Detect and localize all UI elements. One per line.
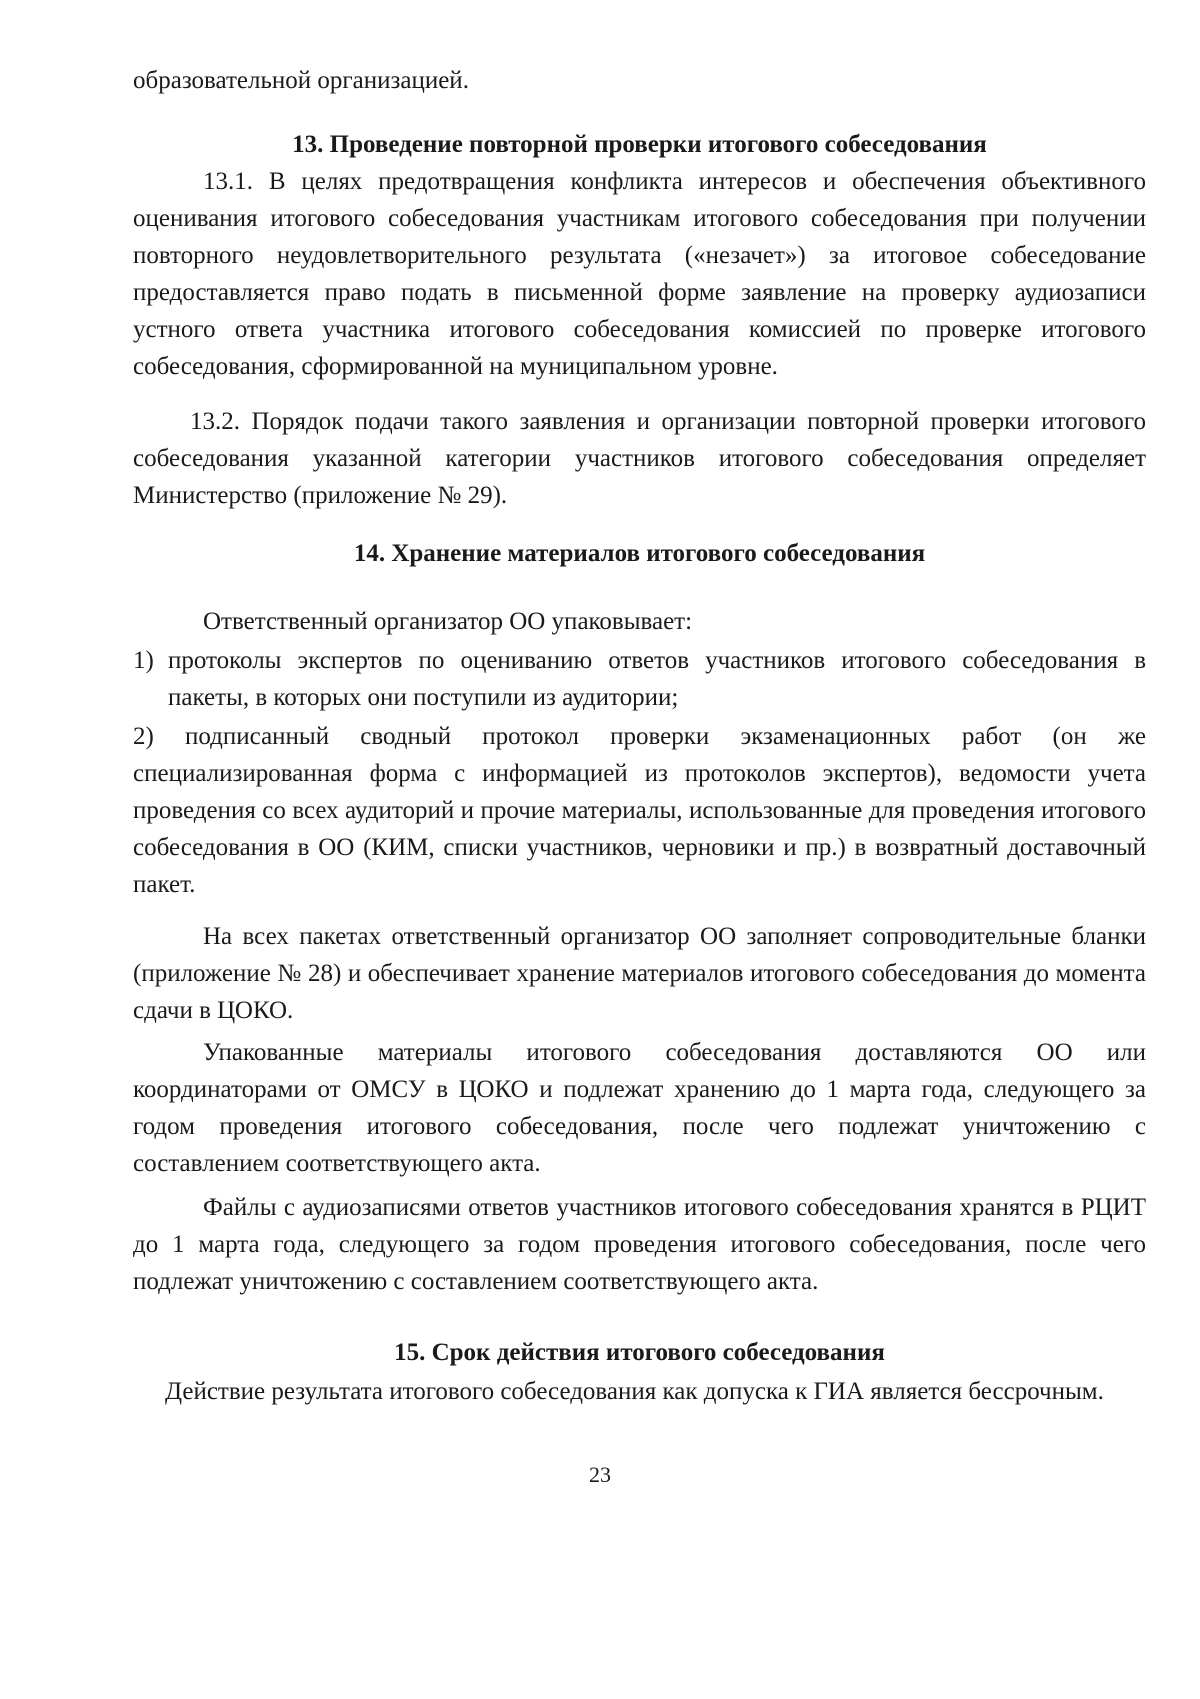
list-item-2: 2) подписанный сводный протокол проверки экзаменационных работ (он же специализированная форма с информацией из протоколов экспертов), ведомости учета проведения со всех аудиторий и прочие материалы, использованные для проведения итогового собеседования в ОО (КИМ, списки участников, черновики и пр.) в возвратный доставочный пакет. [133,723,1146,898]
section-14-intro: Ответственный организатор ОО упаковывает: [203,608,693,635]
section-15-paragraph: Действие результата итогового собеседования как допуска к ГИА является бессрочным. [165,1378,1104,1405]
list-item-1-text: протоколы экспертов по оцениванию ответов участников итогового собеседования в пакеты, в которых они поступили из аудитории; [168,647,1146,711]
continuation-text: образовательной организацией. [133,67,469,94]
section-13-heading: 13. Проведение повторной проверки итогового собеседования [292,131,987,158]
section-14-paragraph-packets: На всех пакетах ответственный организатор ОО заполняет сопроводительные бланки (приложение № 28) и обеспечивает хранение материалов итогового собеседования до момента сдачи в ЦОКО. [133,923,1146,1024]
page-number: 23 [589,1462,611,1487]
section-14-paragraph-audio: Файлы с аудиозаписями ответов участников итогового собеседования хранятся в РЦИТ до 1 марта года, следующего за годом проведения итогового собеседования, после чего подлежат уничтожению с составлением соответствующего акта. [133,1194,1146,1295]
section-14-heading: 14. Хранение материалов итогового собеседования [353,540,926,567]
list-item-1-marker: 1) [133,647,154,674]
section-13-paragraph-1: 13.1. В целях предотвращения конфликта интересов и обеспечения объективного оценивания итогового собеседования участникам итогового собеседования при получении повторного неудовлетворительного результата («незачет») за итоговое собеседование предоставляется право подать в письменной форме заявление на проверку аудиозаписи устного ответа участника итогового собеседования комиссией по проверке итогового собеседования, сформированной на муниципальном уровне. [133,168,1146,380]
section-13-paragraph-2: 13.2. Порядок подачи такого заявления и организации повторной проверки итогового собеседования указанной категории участников итогового собеседования определяет Министерство (приложение № 29). [133,408,1146,509]
section-14-paragraph-storage: Упакованные материалы итогового собеседования доставляются ОО или координаторами от ОМСУ в ЦОКО и подлежат хранению до 1 марта года, следующего за годом проведения итогового собеседования, после чего подлежат уничтожению с составлением соответствующего акта. [133,1039,1146,1177]
section-15-heading: 15. Срок действия итогового собеседования [394,1339,885,1366]
